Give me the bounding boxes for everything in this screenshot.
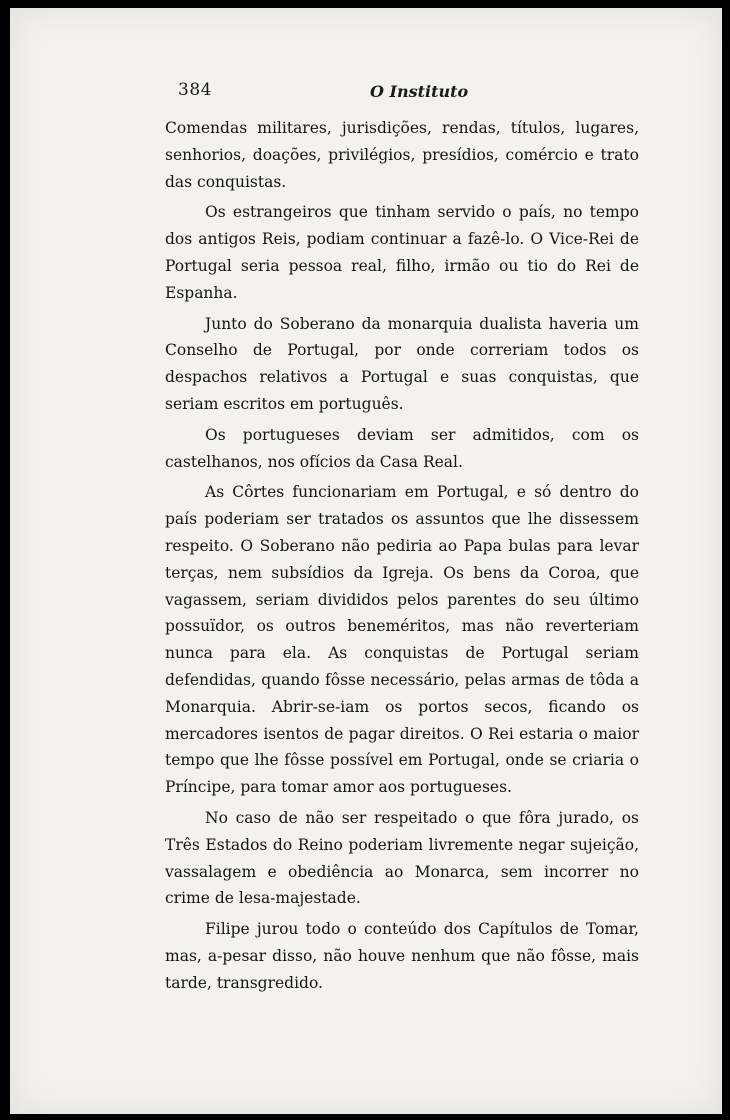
paragraph: Os portugueses deviam ser admitidos, com os castelhanos, nos ofícios da Casa Real. xyxy=(165,425,639,471)
paragraph: Os estrangeiros que tinham servido o país, no tempo dos antigos Reis, podiam continuar a fazê-lo. O Vice-Rei de Portugal seria pessoa real, filho, irmão ou tio do Rei de Espanha. xyxy=(165,203,639,302)
paragraph: Comendas militares, jurisdições, rendas, títulos, lugares, senhorios, doações, privilégios, presídios, comércio e trato das conquistas. xyxy=(165,119,639,191)
page-header xyxy=(170,80,650,106)
paragraph: As Côrtes funcionariam em Portugal, e só dentro do país poderiam ser tratados os assuntos que lhe dissessem respeito. O Soberano não pediria ao Papa bulas para levar terças, nem subsídios da Igreja. Os bens da Coroa, que vagassem, seriam divididos pelos parentes do seu último possuïdor, os outros beneméritos, mas não reverteriam nunca para ela. As conquistas de Portugal seriam defendidas, quando fôsse necessário, pelas armas de tôda a Monarquia. Abrir-se-iam os portos secos, ficando os mercadores isentos de pagar direitos. O Rei estaria o maior tempo que lhe fôsse possível em Portugal, onde se criaria o Príncipe, para tomar amor aos portugueses. xyxy=(165,483,639,797)
paragraph: Junto do Soberano da monarquia dualista haveria um Conselho de Portugal, por onde correriam todos os despachos relativos a Portugal e suas conquistas, que seriam escritos em português. xyxy=(165,314,639,413)
body-text xyxy=(165,115,639,1001)
paragraph: Filipe jurou todo o conteúdo dos Capítulos de Tomar, mas, a-pesar disso, não houve nenhum que não fôsse, mais tarde, transgredido. xyxy=(165,920,639,992)
running-title: O Instituto xyxy=(370,82,469,101)
page-number: 384 xyxy=(178,80,212,100)
paragraph: No caso de não ser respeitado o que fôra jurado, os Três Estados do Reino poderiam livremente negar sujeição, vassalagem e obediência ao Monarca, sem incorrer no crime de lesa-majestade. xyxy=(165,808,639,908)
